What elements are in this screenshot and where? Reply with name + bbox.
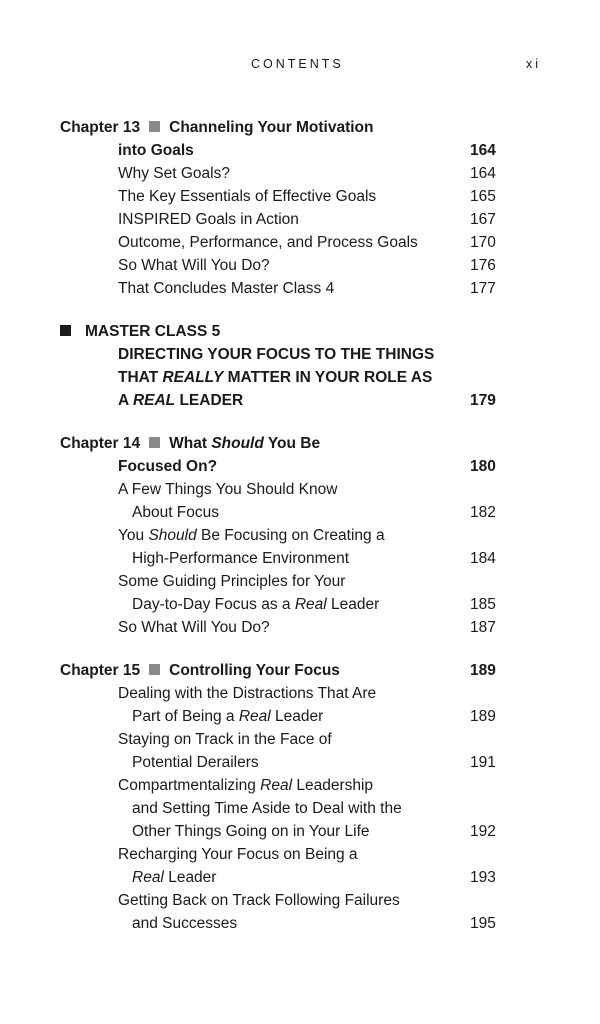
toc-entry-page: 187 bbox=[470, 619, 496, 636]
chapter-14-title-cont: Focused On? bbox=[118, 458, 218, 475]
toc-entry-page: 189 bbox=[470, 708, 496, 725]
chapter-13-title: Channeling Your Motivation bbox=[169, 119, 374, 136]
toc-entry-title: So What Will You Do? bbox=[118, 619, 270, 636]
chapter-13-heading bbox=[0, 116, 600, 139]
toc-entry bbox=[0, 616, 600, 639]
table-of-contents bbox=[0, 116, 600, 935]
toc-entry-title: INSPIRED Goals in Action bbox=[118, 211, 299, 228]
chapter-13-title-cont: into Goals bbox=[118, 142, 194, 159]
toc-entry bbox=[0, 570, 600, 593]
toc-entry bbox=[0, 162, 600, 185]
toc-entry-cont bbox=[0, 593, 600, 616]
emphasis-text: REAL bbox=[132, 392, 176, 409]
toc-entry-page: 170 bbox=[470, 234, 496, 251]
text-run: MATTER IN YOUR ROLE AS bbox=[223, 369, 433, 386]
toc-entry-cont bbox=[0, 501, 600, 524]
emphasis-text: Real bbox=[260, 777, 293, 794]
text-run: You bbox=[118, 527, 149, 544]
toc-entry-cont bbox=[0, 797, 600, 820]
emphasis-text: Real bbox=[238, 708, 271, 725]
emphasis-text: REALLY bbox=[162, 369, 224, 386]
toc-entry bbox=[0, 843, 600, 866]
toc-entry-page: 195 bbox=[470, 915, 496, 932]
text-run: Compartmentalizing bbox=[118, 777, 261, 794]
toc-entry bbox=[0, 277, 600, 300]
toc-entry-title: A Few Things You Should Know bbox=[118, 481, 338, 498]
square-bullet-icon bbox=[149, 664, 160, 675]
toc-entry-page: 164 bbox=[470, 165, 496, 182]
toc-entry-title: So What Will You Do? bbox=[118, 257, 270, 274]
chapter-14-label: Chapter 14 bbox=[60, 435, 141, 452]
text-run: THAT bbox=[118, 369, 163, 386]
emphasis-text: Real bbox=[132, 869, 164, 886]
master-class-5-heading bbox=[0, 320, 600, 343]
chapter-14-heading bbox=[0, 432, 600, 455]
page-number: xi bbox=[526, 57, 542, 71]
toc-entry-page: 193 bbox=[470, 869, 496, 886]
text-run: A bbox=[118, 392, 133, 409]
chapter-14-page: 180 bbox=[470, 458, 496, 475]
text-run: LEADER bbox=[175, 392, 244, 409]
master-class-5-label: MASTER CLASS 5 bbox=[85, 323, 221, 340]
text-run: Day-to-Day Focus as a bbox=[132, 596, 295, 613]
toc-entry-title: About Focus bbox=[132, 504, 220, 521]
chapter-13-label: Chapter 13 bbox=[60, 119, 141, 136]
toc-entry bbox=[0, 728, 600, 751]
text-run: Part of Being a bbox=[132, 708, 239, 725]
text-run: Leader bbox=[163, 869, 217, 886]
toc-entry-page: 176 bbox=[470, 257, 496, 274]
toc-entry-cont bbox=[0, 705, 600, 728]
toc-entry-title: That Concludes Master Class 4 bbox=[118, 280, 335, 297]
text-run: Leader bbox=[326, 596, 380, 613]
toc-entry-title: Dealing with the Distractions That Are bbox=[118, 685, 377, 702]
text-run: Leader bbox=[270, 708, 324, 725]
toc-entry-page: 165 bbox=[470, 188, 496, 205]
master-class-5-title: DIRECTING YOUR FOCUS TO THE THINGS bbox=[118, 346, 435, 363]
toc-entry-page: 177 bbox=[470, 280, 496, 297]
chapter-14-heading-cont bbox=[0, 455, 600, 478]
toc-entry-page: 182 bbox=[470, 504, 496, 521]
toc-entry bbox=[0, 478, 600, 501]
toc-entry bbox=[0, 231, 600, 254]
chapter-15-heading bbox=[0, 659, 600, 682]
toc-entry-cont bbox=[0, 912, 600, 935]
toc-entry bbox=[0, 208, 600, 231]
toc-entry-page: 191 bbox=[470, 754, 496, 771]
chapter-15-label: Chapter 15 bbox=[60, 662, 141, 679]
toc-entry-title: Why Set Goals? bbox=[118, 165, 230, 182]
emphasis-text: Should bbox=[211, 435, 264, 452]
toc-entry-title: High-Performance Environment bbox=[132, 550, 350, 567]
toc-entry bbox=[0, 254, 600, 277]
toc-entry-cont bbox=[0, 820, 600, 843]
master-class-5-page: 179 bbox=[470, 392, 496, 409]
toc-entry-title: Other Things Going on in Your Life bbox=[132, 823, 370, 840]
chapter-13-page: 164 bbox=[470, 142, 496, 159]
chapter-13-heading-cont bbox=[0, 139, 600, 162]
toc-entry-cont bbox=[0, 751, 600, 774]
toc-entry-page: 184 bbox=[470, 550, 496, 567]
toc-entry-page: 192 bbox=[470, 823, 496, 840]
toc-entry-title: The Key Essentials of Effective Goals bbox=[118, 188, 377, 205]
emphasis-text: Should bbox=[148, 527, 197, 544]
emphasis-text: Real bbox=[294, 596, 327, 613]
master-class-5-title-line bbox=[0, 343, 600, 366]
text-run: Be Focusing on Creating a bbox=[196, 527, 385, 544]
toc-entry bbox=[0, 774, 600, 797]
toc-entry-title: Getting Back on Track Following Failures bbox=[118, 892, 400, 909]
toc-entry-title: Staying on Track in the Face of bbox=[118, 731, 332, 748]
toc-entry-page: 167 bbox=[470, 211, 496, 228]
toc-entry bbox=[0, 524, 600, 547]
chapter-15-title: Controlling Your Focus bbox=[169, 662, 340, 679]
text-run: You Be bbox=[263, 435, 321, 452]
toc-entry bbox=[0, 889, 600, 912]
square-bullet-icon bbox=[149, 121, 160, 132]
master-class-5-title-line bbox=[0, 389, 600, 412]
toc-entry-title: Potential Derailers bbox=[132, 754, 259, 771]
running-head: CONTENTS bbox=[251, 57, 344, 71]
toc-entry-title: Some Guiding Principles for Your bbox=[118, 573, 346, 590]
toc-entry-cont bbox=[0, 547, 600, 570]
square-bullet-icon bbox=[60, 325, 71, 336]
toc-entry bbox=[0, 682, 600, 705]
toc-entry-cont bbox=[0, 866, 600, 889]
toc-entry-title: and Setting Time Aside to Deal with the bbox=[132, 800, 402, 817]
toc-entry bbox=[0, 185, 600, 208]
toc-entry-page: 185 bbox=[470, 596, 496, 613]
toc-entry-title: and Successes bbox=[132, 915, 238, 932]
text-run: Leadership bbox=[292, 777, 374, 794]
master-class-5-title-line bbox=[0, 366, 600, 389]
toc-entry-title: Recharging Your Focus on Being a bbox=[118, 846, 358, 863]
square-bullet-icon bbox=[149, 437, 160, 448]
chapter-15-page: 189 bbox=[470, 662, 496, 679]
text-run: What bbox=[169, 435, 212, 452]
toc-entry-title: Outcome, Performance, and Process Goals bbox=[118, 234, 418, 251]
